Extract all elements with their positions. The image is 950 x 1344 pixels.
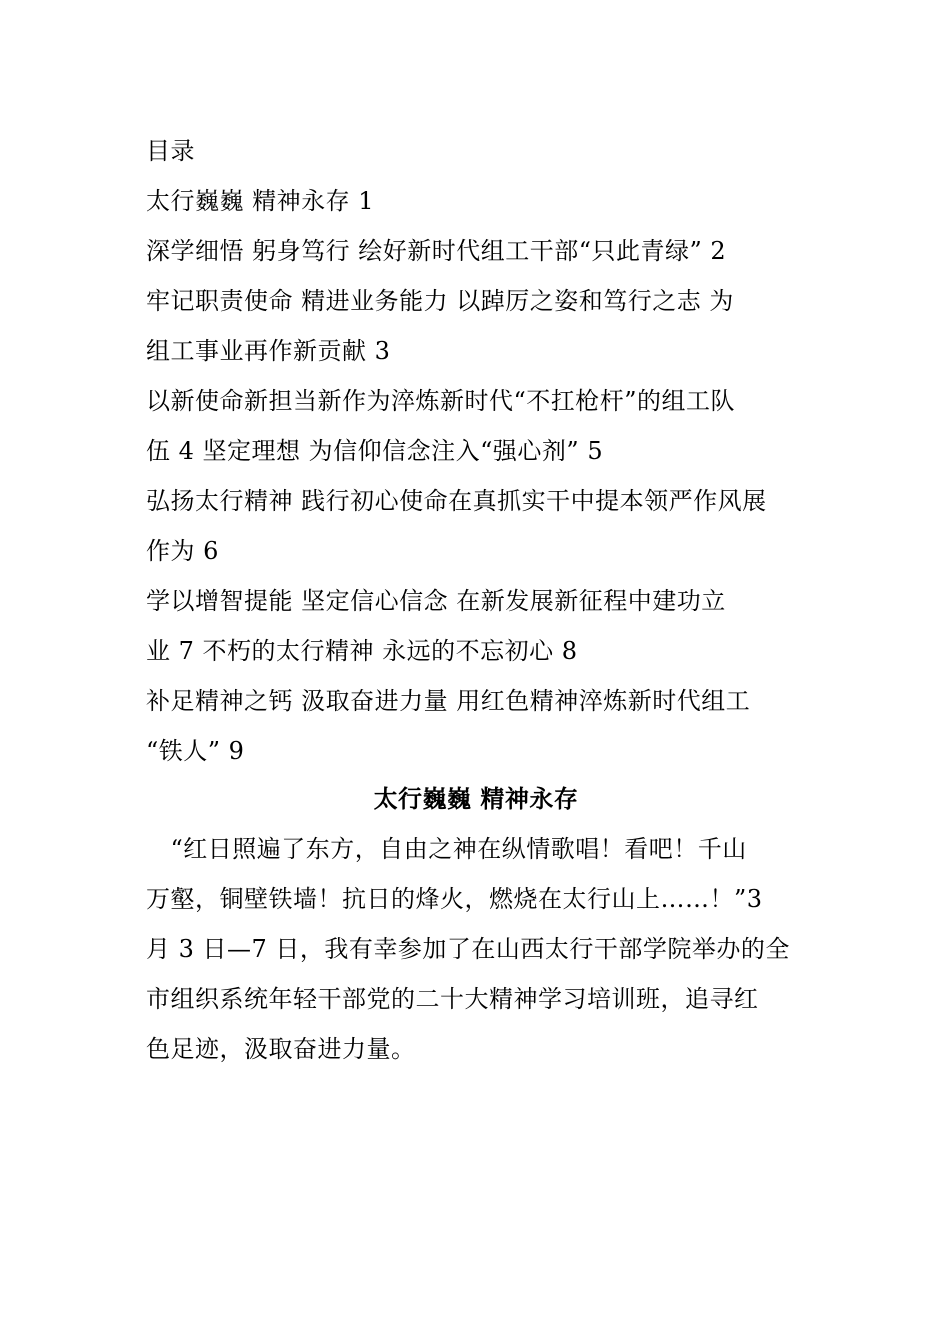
toc-line: 深学细悟 躬身笃行 绘好新时代组工干部“只此青绿” 2	[146, 237, 727, 265]
toc-line: “铁人” 9	[146, 737, 245, 765]
toc-line: 弘扬太行精神 践行初心使命在真抓实干中提本领严作风展	[146, 487, 767, 515]
toc-line: 组工事业再作新贡献 3	[146, 337, 391, 365]
toc-line: 牢记职责使命 精进业务能力 以踔厉之姿和笃行之志 为	[146, 287, 734, 315]
toc-line: 学以增智提能 坚定信心信念 在新发展新征程中建功立	[146, 587, 726, 615]
paragraph-line: “红日照遍了东方，自由之神在纵情歌唱！看吧！千山	[146, 835, 747, 863]
table-of-contents	[146, 126, 806, 776]
paragraph-line: 月 3 日—7 日，我有幸参加了在山西太行干部学院举办的全	[146, 935, 790, 963]
paragraph-line: 色足迹，汲取奋进力量。	[146, 1035, 416, 1063]
article	[146, 774, 806, 1074]
toc-line: 伍 4 坚定理想 为信仰信念注入“强心剂” 5	[146, 437, 604, 465]
toc-line: 太行巍巍 精神永存 1	[146, 187, 375, 215]
toc-line: 以新使命新担当新作为淬炼新时代“不扛枪杆”的组工队	[146, 387, 736, 415]
toc-heading: 目录	[146, 137, 195, 165]
toc-line: 补足精神之钙 汲取奋进力量 用红色精神淬炼新时代组工	[146, 687, 751, 715]
article-paragraph	[146, 824, 806, 1074]
paragraph-line: 市组织系统年轻干部党的二十大精神学习培训班，追寻红	[146, 985, 759, 1013]
toc-line: 作为 6	[146, 537, 219, 565]
toc-line: 业 7 不朽的太行精神 永远的不忘初心 8	[146, 637, 578, 665]
article-title: 太行巍巍 精神永存	[373, 784, 579, 813]
paragraph-line: 万壑，铜壁铁墙！抗日的烽火，燃烧在太行山上……！”3	[146, 885, 763, 913]
